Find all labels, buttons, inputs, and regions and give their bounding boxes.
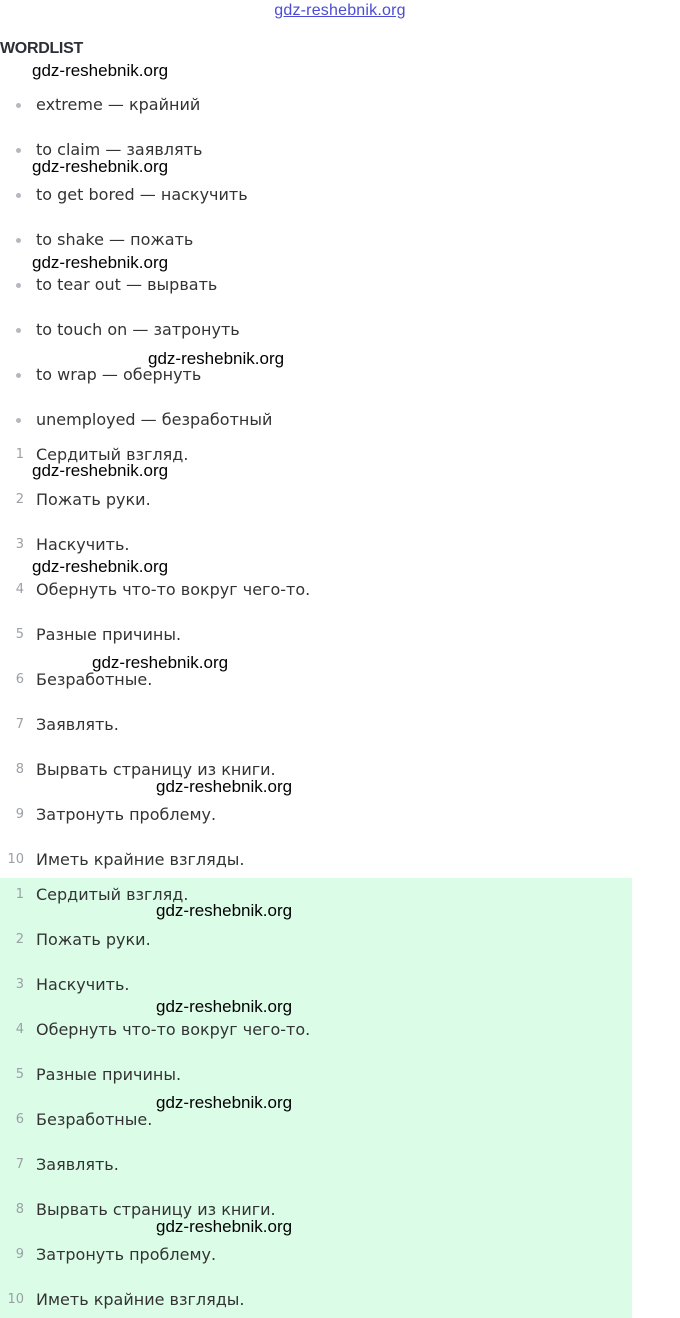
wordlist-item-text: to claim — заявлять bbox=[36, 140, 203, 159]
watermark: gdz-reshebnik.org bbox=[156, 901, 293, 920]
watermark: gdz-reshebnik.org bbox=[92, 653, 229, 672]
item-text: Обернуть что-то вокруг чего-то. bbox=[36, 1020, 311, 1039]
bullet-icon bbox=[16, 328, 21, 333]
watermark: gdz-reshebnik.org bbox=[156, 997, 293, 1016]
item-text: Безработные. bbox=[36, 1110, 153, 1129]
item-text: Безработные. bbox=[36, 670, 153, 689]
item-text: Затронуть проблему. bbox=[36, 805, 217, 824]
wordlist-title: WORDLIST bbox=[0, 40, 83, 57]
item-text: Заявлять. bbox=[36, 1155, 119, 1174]
item-text: Пожать руки. bbox=[36, 490, 151, 509]
item-number: 4 bbox=[15, 1022, 24, 1037]
item-number: 1 bbox=[15, 447, 24, 462]
wordlist-item-text: to tear out — вырвать bbox=[36, 275, 218, 294]
item-number: 5 bbox=[15, 627, 24, 642]
item-number: 2 bbox=[15, 492, 24, 507]
watermark: gdz-reshebnik.org bbox=[148, 349, 285, 368]
item-number: 2 bbox=[15, 932, 24, 947]
bullet-icon bbox=[16, 373, 21, 378]
item-number: 8 bbox=[15, 1202, 24, 1217]
wordlist-item-text: unemployed — безработный bbox=[36, 410, 273, 429]
bullet-icon bbox=[16, 193, 21, 198]
watermark: gdz-reshebnik.org bbox=[32, 61, 169, 80]
watermark: gdz-reshebnik.org bbox=[156, 1093, 293, 1112]
bullet-icon bbox=[16, 418, 21, 423]
watermark: gdz-reshebnik.org bbox=[32, 461, 169, 480]
item-text: Наскучить. bbox=[36, 975, 130, 994]
item-number: 4 bbox=[15, 582, 24, 597]
item-number: 8 bbox=[15, 762, 24, 777]
item-number: 9 bbox=[15, 1247, 24, 1262]
watermark: gdz-reshebnik.org bbox=[32, 557, 169, 576]
site-header-link[interactable]: gdz-reshebnik.org bbox=[274, 2, 406, 19]
item-number: 5 bbox=[15, 1067, 24, 1082]
item-text: Вырвать страницу из книги. bbox=[36, 760, 276, 779]
item-number: 7 bbox=[15, 1157, 24, 1172]
item-number: 3 bbox=[15, 977, 24, 992]
item-number: 10 bbox=[7, 852, 24, 867]
item-text: Сердитый взгляд. bbox=[36, 445, 189, 464]
item-text: Наскучить. bbox=[36, 535, 130, 554]
item-number: 10 bbox=[7, 1292, 24, 1307]
item-number: 1 bbox=[15, 887, 24, 902]
item-text: Пожать руки. bbox=[36, 930, 151, 949]
wordlist-item-text: to wrap — обернуть bbox=[36, 365, 202, 384]
item-text: Разные причины. bbox=[36, 1065, 182, 1084]
item-number: 6 bbox=[15, 1112, 24, 1127]
watermark: gdz-reshebnik.org bbox=[32, 253, 169, 272]
watermark: gdz-reshebnik.org bbox=[32, 157, 169, 176]
item-text: Иметь крайние взгляды. bbox=[36, 850, 245, 869]
watermark: gdz-reshebnik.org bbox=[156, 777, 293, 796]
item-number: 3 bbox=[15, 537, 24, 552]
item-text: Сердитый взгляд. bbox=[36, 885, 189, 904]
item-text: Иметь крайние взгляды. bbox=[36, 1290, 245, 1309]
item-text: Затронуть проблему. bbox=[36, 1245, 217, 1264]
wordlist-item-text: to touch on — затронуть bbox=[36, 320, 240, 339]
item-text: Обернуть что-то вокруг чего-то. bbox=[36, 580, 311, 599]
bullet-icon bbox=[16, 238, 21, 243]
item-number: 7 bbox=[15, 717, 24, 732]
item-number: 9 bbox=[15, 807, 24, 822]
wordlist-item-text: to shake — пожать bbox=[36, 230, 194, 249]
bullet-icon bbox=[16, 148, 21, 153]
item-text: Вырвать страницу из книги. bbox=[36, 1200, 276, 1219]
item-number: 6 bbox=[15, 672, 24, 687]
answer-block bbox=[0, 878, 632, 1318]
bullet-icon bbox=[16, 103, 21, 108]
item-text: Заявлять. bbox=[36, 715, 119, 734]
watermark: gdz-reshebnik.org bbox=[156, 1217, 293, 1236]
bullet-icon bbox=[16, 283, 21, 288]
wordlist-item-text: to get bored — наскучить bbox=[36, 185, 248, 204]
wordlist-item-text: extreme — крайний bbox=[36, 95, 201, 114]
item-text: Разные причины. bbox=[36, 625, 182, 644]
